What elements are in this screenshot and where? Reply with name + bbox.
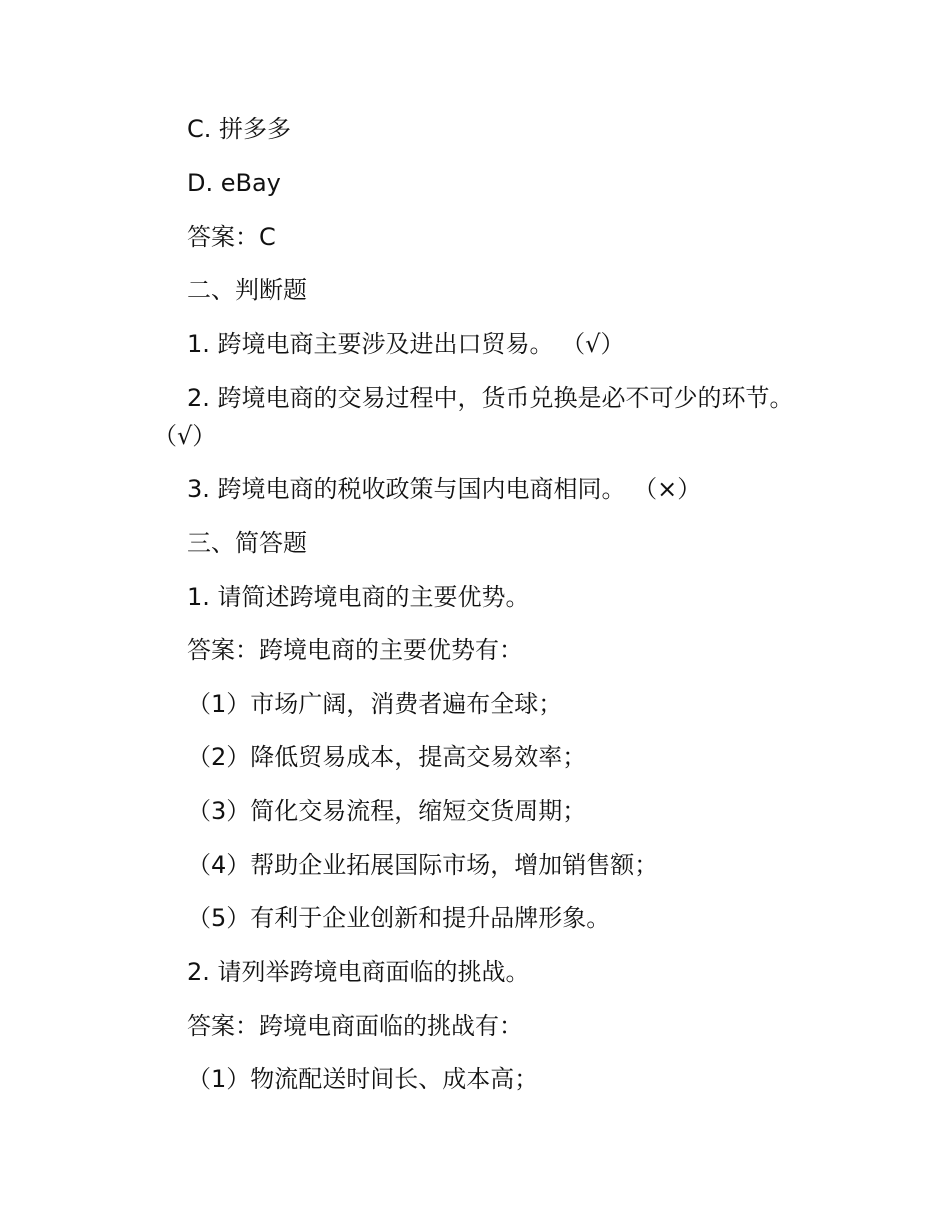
answer-1-point-5: （5）有利于企业创新和提升品牌形象。 (187, 904, 611, 932)
question-1: 1. 请简述跨境电商的主要优势。 (187, 583, 530, 611)
answer-line: 答案：C (187, 223, 276, 251)
section-heading-true-false: 二、判断题 (187, 276, 307, 304)
section-heading-short-answer: 三、简答题 (187, 529, 307, 557)
answer-1-point-2: （2）降低贸易成本，提高交易效率； (187, 743, 587, 771)
true-false-item-2: 2. 跨境电商的交易过程中，货币兑换是必不可少的环节。 (187, 384, 794, 412)
answer-1-intro: 答案：跨境电商的主要优势有： (187, 636, 523, 664)
answer-1-point-3: （3）简化交易流程，缩短交货周期； (187, 797, 587, 825)
question-2: 2. 请列举跨境电商面临的挑战。 (187, 958, 530, 986)
answer-1-point-1: （1）市场广阔，消费者遍布全球； (187, 690, 563, 718)
answer-2-point-1: （1）物流配送时间长、成本高； (187, 1065, 539, 1093)
option-d: D. eBay (187, 169, 281, 197)
true-false-item-3: 3. 跨境电商的税收政策与国内电商相同。 （×） (187, 475, 702, 503)
option-c: C. 拼多多 (187, 115, 292, 143)
answer-2-intro: 答案：跨境电商面临的挑战有： (187, 1012, 523, 1040)
true-false-item-2-mark: （√） (153, 422, 217, 450)
answer-1-point-4: （4）帮助企业拓展国际市场，增加销售额； (187, 851, 659, 879)
true-false-item-1: 1. 跨境电商主要涉及进出口贸易。 （√） (187, 330, 625, 358)
